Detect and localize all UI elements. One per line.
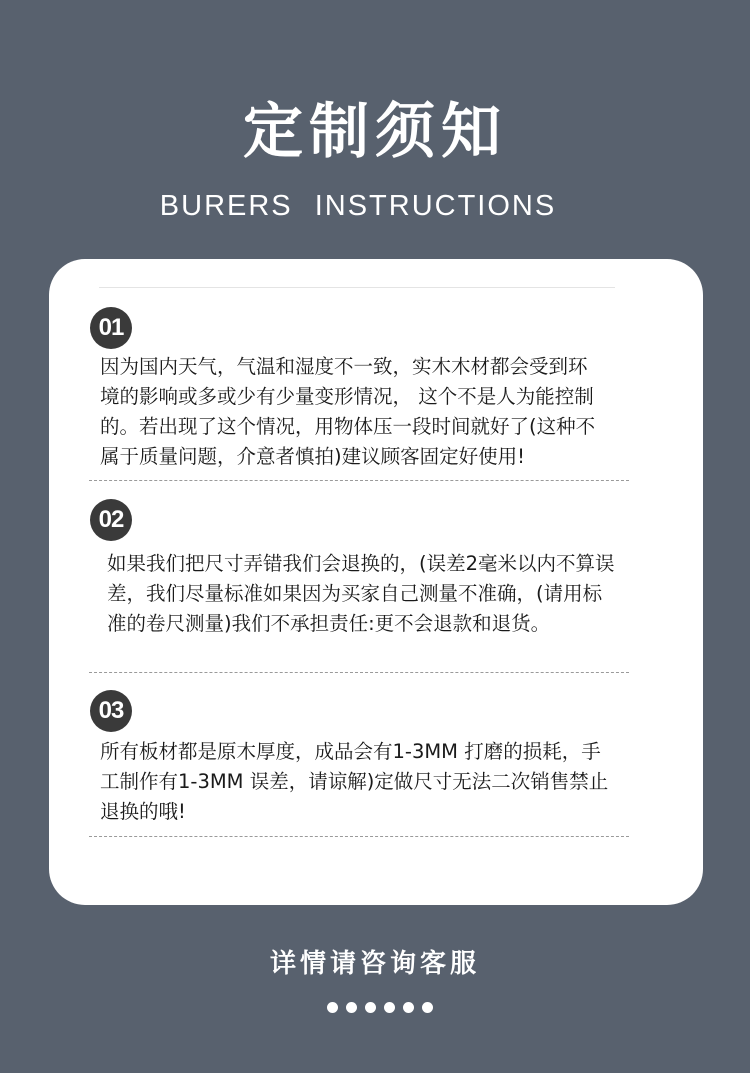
section-number-badge: 02 <box>90 499 132 541</box>
text-line: 差，我们尽量标准如果因为买家自己测量不准确，(请用标 <box>107 582 603 605</box>
dashed-divider <box>89 480 629 481</box>
text-line: 如果我们把尺寸弄错我们会退换的，(误差2毫米以内不算误 <box>107 552 615 575</box>
page-subtitle: BURERS INSTRUCTIONS <box>159 190 557 222</box>
dashed-divider <box>89 672 629 673</box>
text-line: 属于质量问题，介意者慎拍)建议顾客固定好使用! <box>100 445 525 468</box>
pagination-dots <box>327 1002 433 1014</box>
dot-indicator <box>365 1002 376 1013</box>
dot-indicator <box>422 1002 433 1013</box>
section-number-badge: 03 <box>90 690 132 732</box>
page-title: 定制须知 <box>243 97 507 167</box>
text-line: 境的影响或多或少有少量变形情况， 这个不是人为能控制 <box>100 385 594 408</box>
section-text <box>100 352 595 472</box>
instructions-card <box>49 259 703 905</box>
text-line: 准的卷尺测量)我们不承担责任:更不会退款和退货。 <box>107 612 551 635</box>
top-divider <box>99 287 615 288</box>
contact-service-link[interactable]: 详情请咨询客服 <box>269 949 480 979</box>
text-line: 因为国内天气，气温和湿度不一致，实木木材都会受到环 <box>100 355 588 378</box>
dot-indicator <box>403 1002 414 1013</box>
text-line: 退换的哦! <box>100 800 186 823</box>
text-line: 所有板材都是原木厚度，成品会有1-3MM 打磨的损耗，手 <box>100 740 601 763</box>
section-text <box>100 737 608 827</box>
dot-indicator <box>346 1002 357 1013</box>
dashed-divider <box>89 836 629 837</box>
section-number-badge: 01 <box>90 307 132 349</box>
dot-indicator <box>327 1002 338 1013</box>
section-text <box>107 549 615 639</box>
text-line: 工制作有1-3MM 误差，请谅解)定做尺寸无法二次销售禁止 <box>100 770 609 793</box>
text-line: 的。若出现了这个情况，用物体压一段时间就好了(这种不 <box>100 415 596 438</box>
dot-indicator <box>384 1002 395 1013</box>
